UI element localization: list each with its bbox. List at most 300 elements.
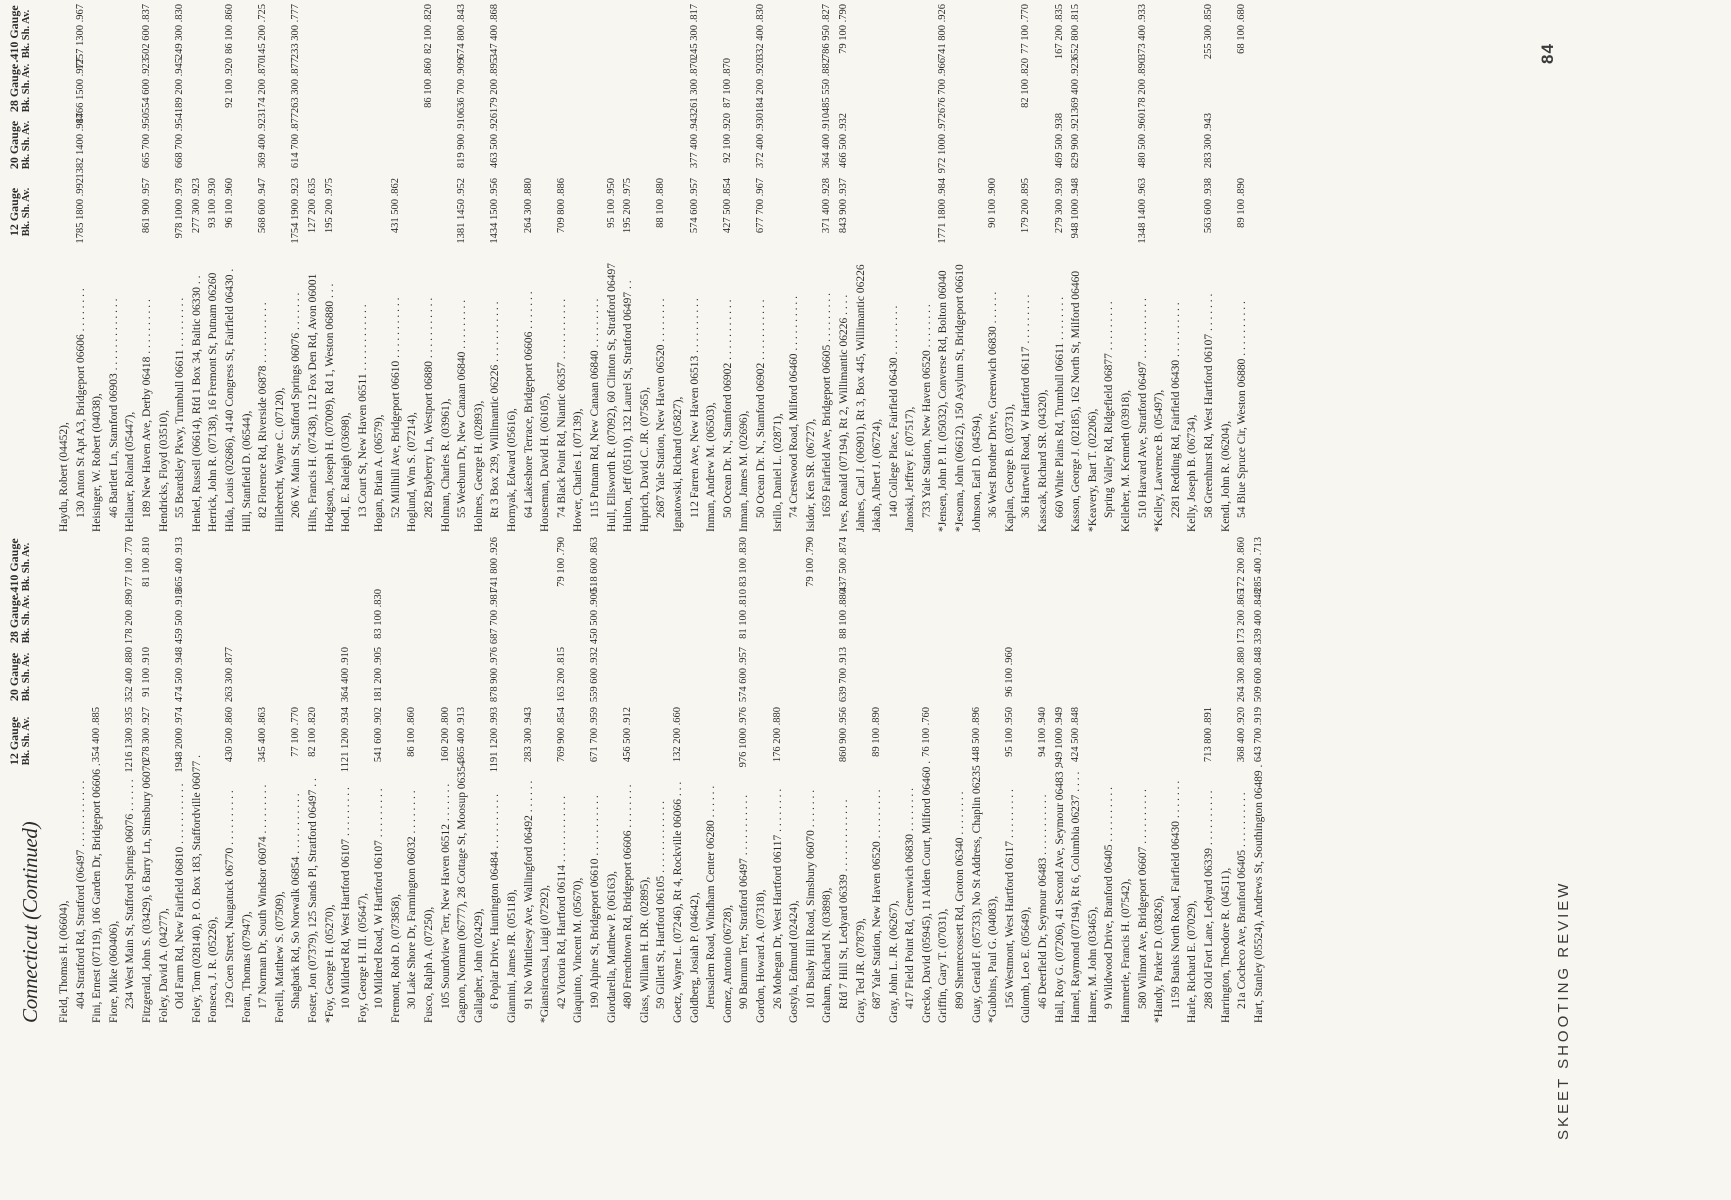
shooter-name: Houseman, David H. (06105),: [539, 392, 552, 532]
score-g12: 427 500 .854: [721, 178, 733, 234]
list-item: [404, 553, 421, 1023]
shooter-address: 90 Barnum Terr, Stratford 06497 . . . . . . . . . . .: [738, 794, 751, 1009]
score-g28: 174 200 .870: [257, 58, 269, 114]
shooter-name: Hendricks, Floyd (03510),: [157, 409, 170, 532]
score-g410: 741 800 .926: [937, 4, 949, 60]
shooter-address: 130 Anton St Apt A3, Bridgeport 06606 . . . . . . . .: [74, 288, 87, 518]
shooter-name: Griffin, Gary T. (07031),: [937, 908, 950, 1023]
score-g12: 949 1000 .949: [1053, 707, 1065, 768]
score-g20: 372 400 .930: [754, 113, 766, 169]
shooter-address: 1659 Fairfield Ave, Bridgeport 06605 . . . . . . . . .: [821, 293, 834, 518]
list-item: [288, 553, 305, 1023]
list-item: [1168, 553, 1185, 1023]
shooter-address: 580 Wilmot Ave, Bridgeport 06607 . . . . . . . . . .: [1136, 789, 1149, 1009]
score-g12: 563 600 .938: [1202, 178, 1214, 234]
list-item: [89, 553, 106, 1023]
list-item: [1251, 537, 1268, 1023]
list-item: [703, 22, 720, 532]
score-g20: 972 1000 .972: [937, 113, 949, 174]
list-item: [1018, 553, 1035, 1023]
shooter-name: Heisinger, W. Robert (04038),: [91, 393, 104, 532]
list-item: [139, 4, 156, 532]
shooter-name: Gagnon, Norman (06777), 28 Cottage St, Moosup 06354: [456, 760, 469, 1023]
score-g28: 82 100 .820: [1020, 58, 1032, 108]
score-g20: 480 500 .960: [1136, 113, 1148, 169]
list-item: [272, 553, 289, 1023]
score-g12: 769 900 .854: [555, 707, 567, 763]
shooter-name: *Kelley, Lawrence B. (05497),: [1153, 389, 1166, 532]
list-item: [1168, 22, 1185, 532]
shooter-name: Foster, Jon (07379), 125 Sands Pl, Stratford 06497 . .: [306, 778, 319, 1023]
score-g12: 195 200 .975: [323, 178, 335, 234]
score-g20: 92 100 .920: [721, 113, 733, 163]
shooter-address: 480 Frenchtown Rd, Bridgeport 06606 . . . . . . . .: [622, 784, 635, 1009]
gauge-410-title: .410 Gauge: [7, 538, 21, 596]
score-g12: 76 100 .760: [920, 707, 932, 757]
score-g12: 95 100 .950: [1003, 707, 1015, 757]
right-rows: [56, 4, 1251, 532]
shooter-name: Kelleher, M. Kenneth (03918),: [1120, 390, 1132, 532]
score-g410: 786 950 .827: [821, 4, 833, 60]
score-g12: 89 100 .890: [1236, 178, 1248, 228]
list-item: [1118, 553, 1135, 1023]
list-item: [73, 553, 90, 1023]
shooter-address: 21a Cocheco Ave, Branford 06405 . . . . . . . . . .: [1236, 792, 1249, 1009]
score-g12: 86 100 .860: [406, 707, 418, 757]
list-item: [554, 22, 571, 532]
shooter-address: 36 Hartwell Road, W Hartford 06117 . . . . . . . . .: [1020, 294, 1033, 518]
list-item: [487, 4, 504, 532]
list-item: [172, 537, 189, 1023]
shooter-name: Hodgson, Joseph H. (07009), Rd 1, Weston 06880 . . .: [323, 283, 336, 532]
list-item: [736, 537, 753, 1023]
score-g12: 424 500 .848: [1070, 707, 1082, 763]
score-g20: 668 700 .954: [174, 113, 186, 169]
shooter-address: 890 Shennecossett Rd, Groton 06340 . . . . . . . .: [954, 791, 967, 1009]
list-item: [156, 553, 173, 1023]
list-item: [106, 553, 123, 1023]
list-item: [1151, 22, 1168, 532]
score-g20: 181 200 .905: [373, 647, 385, 703]
left-rows: [56, 537, 1267, 1023]
shooter-name: Kasscak, Richard SR. (04320),: [1037, 389, 1050, 532]
shooter-address: 42 Victoria Rd, Hartford 06114 . . . . . . . . . . . .: [555, 796, 568, 1009]
score-g20: 469 500 .938: [1053, 113, 1065, 169]
shooter-address: 74 Black Point Rd, Niantic 06357 . . . . . . . . . . .: [555, 298, 568, 518]
shooter-name: Jahnes, Carl J. (06901), Rt 3, Box 445, Willimantic 06226: [854, 264, 867, 532]
list-item: [819, 4, 836, 532]
score-g20: 264 300 .880: [1236, 647, 1248, 703]
list-item: [438, 553, 455, 1023]
page-number: 84: [1538, 43, 1557, 64]
list-item: [570, 553, 587, 1023]
score-g410: 347 400 .868: [489, 4, 501, 60]
shooter-name: Hida, Louis (02686), 4140 Congress St, Fairfield 06430 .: [223, 268, 236, 532]
score-g12: 976 1000 .976: [738, 707, 750, 768]
score-g28: 261 300 .870: [688, 58, 700, 114]
shooter-name: Hamer, M. John (03465),: [1086, 906, 1099, 1023]
shooter-name: *Foy, George H. (05270),: [323, 904, 336, 1023]
score-g12: 127 200 .635: [306, 178, 318, 234]
right-column-header: [0, 5, 50, 532]
list-item: [1035, 22, 1052, 532]
score-g12: 574 600 .957: [688, 178, 700, 234]
score-g12: 1754 1900 .923: [290, 178, 302, 244]
shooter-name: Foran, Thomas (07947),: [240, 911, 253, 1023]
score-g12: 431 500 .862: [389, 178, 401, 234]
shooter-name: Hulton, Jeff (05110), 132 Laurel St, Stratford 06497 . .: [622, 280, 635, 532]
list-item: [836, 4, 853, 532]
shooter-address: 234 West Main St, Stafford Springs 06076 . . . . . .: [124, 779, 137, 1009]
list-item: [504, 553, 521, 1023]
score-g12: 1785 1800 .992: [74, 178, 86, 244]
shooter-name: Harle, Richard E. (07029),: [1186, 900, 1199, 1023]
shooter-address: 129 Coen Street, Naugatuck 06770 . . . . . . . . . .: [223, 790, 236, 1009]
score-g410: 741 800 .926: [489, 537, 501, 593]
shooter-address: 140 College Place, Fairfield 06430 . . . . . . . . .: [887, 305, 900, 518]
shooter-name: Glass, William H. DR. (02895),: [638, 876, 651, 1023]
shooter-name: Ignatowski, Richard (05827),: [671, 396, 684, 532]
score-g28: 87 100 .870: [721, 58, 733, 108]
list-item: [139, 537, 156, 1023]
list-item: [886, 553, 903, 1023]
shooter-name: *Jensen, John P. II. (05032), Converse Rd, Bolton 06040: [937, 270, 950, 532]
score-g12: 671 700 .959: [589, 707, 600, 763]
score-g12: 90 100 .900: [987, 178, 999, 228]
score-g12: 948 1000 .948: [1070, 178, 1082, 239]
list-item: [720, 553, 737, 1023]
shooter-name: Forelli, Matthew S. (07509),: [273, 891, 286, 1023]
magazine-footer: SKEET SHOOTING REVIEW: [1555, 880, 1572, 1140]
list-item: [1002, 553, 1019, 1023]
score-g12: 677 700 .967: [754, 178, 766, 234]
score-g12: 82 100 .820: [306, 707, 318, 757]
shooter-address: 55 Weeburn Dr, New Canaan 06840 . . . . . . . . .: [456, 299, 469, 518]
list-item: [1151, 553, 1168, 1023]
gauge-410-header: [8, 531, 33, 603]
shooter-name: Giordarella, Matthew P. (06163),: [605, 870, 618, 1023]
shooter-address: 733 Yale Station, New Haven 06520 . . . . . . . .: [920, 304, 933, 518]
shooter-address: 190 Alpine St, Bridgeport 06610 . . . . . . . . . . .: [589, 795, 601, 1009]
score-g28: 86 100 .860: [423, 58, 435, 108]
list-item: [322, 553, 339, 1023]
shooter-address: 91 No Whittlesey Ave, Wallingford 06492 . . . . . .: [522, 780, 535, 1009]
score-g12: 277 300 .923: [190, 178, 202, 234]
shooter-name: Kendi, John R. (06204),: [1219, 420, 1232, 532]
score-g28: 83 100 .830: [373, 589, 385, 639]
gauge-12-header-right: [8, 176, 33, 248]
score-g410: 82 100 .820: [423, 4, 435, 54]
list-item: [770, 553, 787, 1023]
score-g20: 665 700 .950: [140, 113, 152, 169]
list-item: [1052, 4, 1069, 532]
list-item: [255, 553, 272, 1023]
gauge-410-sub-right: Bk. Sh. Av.: [21, 9, 32, 59]
score-g12: 264 300 .880: [522, 178, 534, 234]
shooter-address: 52 Millhill Ave, Bridgeport 06610 . . . . . . . . . . .: [389, 297, 402, 518]
list-item: [122, 537, 139, 1023]
shooter-address: 30 Lake Shore Dr, Farmington 06032 . . . . . . . .: [406, 790, 419, 1009]
list-item: [338, 22, 355, 532]
score-g20: 574 600 .957: [738, 647, 750, 703]
list-item: [305, 553, 322, 1023]
score-g12: 456 500 .912: [622, 707, 634, 763]
list-item: [388, 553, 405, 1023]
shooter-name: Gostyla, Edmund (02424),: [788, 900, 801, 1023]
list-item: [786, 553, 803, 1023]
score-g20: 377 400 .943: [688, 113, 700, 169]
shooter-address: 17 Norman Dr, South Windsor 06074 . . . . . . . . .: [257, 784, 270, 1009]
shooter-address: 404 Stratford Rd, Stratford (06497 . . . . . . . . . . . .: [74, 780, 87, 1009]
shooter-name: Hellauer, Roland (05447),: [124, 411, 137, 532]
shooter-name: Hillebrecht, Wayne C. (07120),: [273, 387, 286, 532]
list-item: [1135, 4, 1152, 532]
list-item: [935, 4, 952, 532]
score-g410: 373 400 .933: [1136, 4, 1148, 60]
list-item: [836, 537, 853, 1023]
shooter-name: Gallagher, John (02429),: [472, 908, 485, 1023]
list-item: [587, 22, 604, 532]
gauge-12-title-right: 12 Gauge: [7, 187, 21, 237]
shooter-name: Foley, Tom (028140), P. O. Box 183, Staffordville 06077 .: [190, 755, 203, 1023]
score-g28: 687 700 .981: [489, 589, 501, 645]
score-g410: 285 400 .713: [1252, 537, 1264, 593]
score-g28: 1466 1500 .977: [74, 58, 86, 124]
list-item: [272, 22, 289, 532]
list-item: [687, 4, 704, 532]
shooter-name: Grecko, David (05945), 11 Alden Court, Milford 06460 .: [920, 760, 933, 1023]
score-g410: 79 100 .790: [837, 4, 849, 54]
list-item: [720, 22, 737, 532]
section-title: Connecticut (Continued): [18, 821, 42, 1023]
list-item: [687, 553, 704, 1023]
score-g20: 1382 1400 .987: [74, 113, 86, 179]
right-column: [0, 4, 1731, 532]
score-g12: 1121 1200 .934: [340, 707, 352, 773]
score-g410: 77 100 .770: [124, 537, 136, 587]
gauge-410-sub: Bk. Sh. Av.: [21, 542, 32, 592]
score-g20: 263 300 .877: [223, 647, 235, 703]
list-item: [886, 22, 903, 532]
list-item: [819, 553, 836, 1023]
shooter-name: Hull, Ellsworth R. (07092), 60 Clinton St, Stratford 06497: [605, 263, 618, 532]
shooter-name: Hart, Stanley (05524), Andrews St, Southington 06489 .: [1252, 764, 1265, 1023]
score-g410: 68 100 .680: [1236, 4, 1248, 54]
list-item: [985, 553, 1002, 1023]
shooter-address: 101 Bushy Hill Road, Simsbury 06070 . . . . . . .: [804, 789, 817, 1009]
list-item: [1068, 4, 1085, 532]
list-item: [902, 553, 919, 1023]
shooter-address: 9 Wildwood Drive, Branford 06405 . . . . . . . . . .: [1103, 787, 1116, 1009]
score-g12: 1948 2000 .974: [174, 707, 186, 773]
score-g28: 369 400 .923: [1070, 58, 1082, 114]
shooter-name: Kaplan, George B. (03731),: [1003, 403, 1016, 532]
gauge-12-title: 12 Gauge: [7, 716, 21, 766]
list-item: [106, 22, 123, 532]
list-item: [73, 4, 90, 532]
score-g12: 95 100 .950: [605, 178, 617, 228]
score-g28: 485 550 .882: [821, 58, 833, 114]
list-item: [421, 4, 438, 532]
score-g12: 96 100 .960: [223, 178, 235, 228]
score-g410: 245 300 .817: [688, 4, 700, 60]
score-g12: 709 800 .886: [555, 178, 567, 234]
shooter-name: Hoglund, Wm S. (07214),: [406, 412, 419, 532]
shooter-address: 50 Ocean Dr. N., Stamford 06902 . . . . . . . . . . .: [754, 299, 767, 518]
shooter-address: 112 Farren Ave, New Haven 06513 . . . . . . . . . .: [688, 298, 701, 518]
score-g12: 132 200 .660: [671, 707, 683, 763]
score-g410: 167 200 .835: [1053, 4, 1065, 60]
list-item: [371, 553, 388, 1023]
list-item: [853, 553, 870, 1023]
shooter-address: 55 Beardsley Pkwy, Trumbull 06611 . . . . . . . . .: [174, 297, 187, 518]
gauge-28-sub-right: Bk. Sh. Av.: [21, 63, 32, 113]
shooter-name: Gulomb, Leo E. (05649),: [1020, 906, 1033, 1023]
shooter-name: Holman, Charles R. (03961),: [439, 398, 452, 532]
list-item: [770, 22, 787, 532]
list-item: [570, 22, 587, 532]
list-item: [388, 22, 405, 532]
shooter-name: Fonseca, J. R. (05226),: [207, 916, 220, 1023]
list-item: [803, 537, 820, 1023]
score-g20: 614 700 .877: [290, 113, 302, 169]
gauge-12-sub: Bk. Sh. Av.: [21, 716, 32, 766]
list-item: [205, 553, 222, 1023]
gauge-410-header-right: [8, 0, 33, 70]
shooter-name: Isidor, Ken SR. (06727),: [804, 418, 817, 532]
score-g12: 448 500 .896: [970, 707, 982, 763]
shooter-address: 115 Putnam Rd, New Canaan 06840 . . . . . . . . .: [589, 298, 601, 518]
score-g410: 652 800 .815: [1070, 4, 1082, 60]
list-item: [1184, 553, 1201, 1023]
score-g410: 255 300 .850: [1202, 4, 1214, 60]
score-g12: 365 400 .913: [456, 707, 468, 763]
list-item: [56, 553, 73, 1023]
left-column: [0, 537, 1731, 1023]
score-g410: 365 400 .913: [174, 537, 186, 593]
score-g12: 89 100 .890: [871, 707, 883, 757]
score-g20: 463 500 .926: [489, 113, 501, 169]
list-item: [1101, 22, 1118, 532]
score-g12: 279 300 .930: [1053, 178, 1065, 234]
score-g12: 843 900 .937: [837, 178, 849, 234]
list-item: [371, 22, 388, 532]
gauge-20-sub-right: Bk. Sh. Av.: [21, 120, 32, 170]
shooter-name: Herrick, John R. (07138), 16 Fremont St, Putnam 06260: [207, 272, 220, 532]
shooter-name: Gordon, Howard A. (07318),: [754, 889, 767, 1023]
shooter-name: Inman, Andrew M. (06503),: [705, 402, 718, 532]
score-g28: 179 200 .895: [489, 58, 501, 114]
shooter-address: Rt 3 Box 239, Willimantic 06226 . . . . . . . . . . .: [489, 301, 502, 518]
gauge-20-title-right: 20 Gauge: [7, 120, 21, 170]
shooter-address: 36 West Brother Drive, Greenwich 06830 . . . . . .: [987, 291, 1000, 518]
list-item: [1218, 553, 1235, 1023]
score-g12: 77 100 .770: [290, 707, 302, 757]
score-g12: 1348 1400 .963: [1136, 178, 1148, 244]
score-g12: 1216 1300 .935: [124, 707, 136, 773]
list-item: [471, 22, 488, 532]
score-g12: 195 200 .975: [622, 178, 634, 234]
score-g410: 145 200 .725: [257, 4, 269, 60]
list-item: [935, 553, 952, 1023]
shooter-name: Hamel, Raymond (07194), Rt 6, Columbia 06237 . . . .: [1070, 771, 1083, 1023]
score-g20: 283 300 .943: [1202, 113, 1214, 169]
list-item: [1035, 553, 1052, 1023]
shooter-name: Janoski, Jeffrey F. (07517),: [904, 406, 917, 532]
shooter-name: *Giansiracusa, Luigi (07292),: [539, 885, 552, 1023]
score-g28: 263 300 .877: [290, 58, 302, 114]
shooter-name: Hogan, Brian A. (06579),: [373, 414, 386, 532]
score-g12: 283 300 .943: [522, 707, 534, 763]
score-g28: 81 100 .810: [738, 589, 750, 639]
list-item: [753, 553, 770, 1023]
score-g410: 518 600 .863: [589, 537, 600, 593]
score-g12: 179 200 .895: [1020, 178, 1032, 234]
list-item: [653, 22, 670, 532]
score-g410: 332 400 .830: [754, 4, 766, 60]
score-g12: 978 1000 .978: [174, 178, 186, 239]
score-g20: 364 400 .910: [821, 113, 833, 169]
score-g12: 861 900 .957: [140, 178, 152, 234]
list-item: [521, 22, 538, 532]
score-g28: 459 500 .918: [174, 589, 186, 645]
score-g28: 178 200 .890: [1136, 58, 1148, 114]
list-item: [1002, 22, 1019, 532]
list-item: [753, 4, 770, 532]
shooter-name: Fini, Ernest (07119), 106 Garden Dr, Bridgeport 06606 .: [91, 763, 104, 1023]
score-g20: 364 400 .910: [340, 647, 352, 703]
score-g28: 676 700 .966: [937, 58, 949, 114]
score-g28: 184 200 .920: [754, 58, 766, 114]
shooter-address: 189 New Haven Ave, Derby 06418 . . . . . . . . . .: [140, 299, 153, 518]
list-item: [355, 553, 372, 1023]
list-item: [255, 4, 272, 532]
shooter-address: Rfd 7 Hill St, Ledyard 06339 . . . . . . . . . . . . .: [837, 799, 850, 1009]
shooter-name: Ives, Ronald (07194), Rt 2, Willimantic 06226 . . . .: [837, 294, 850, 532]
score-g20: 509 600 .848: [1252, 647, 1264, 703]
score-g12: 643 700 .919: [1252, 707, 1264, 763]
list-item: [471, 553, 488, 1023]
list-item: [1018, 4, 1035, 532]
list-item: [1234, 537, 1251, 1023]
list-item: [637, 553, 654, 1023]
shooter-address: 26 Mohegan Dr, West Hartford 06117 . . . . . . . .: [771, 788, 784, 1009]
list-item: [653, 553, 670, 1023]
score-g12: 176 200 .880: [771, 707, 783, 763]
shooter-address: 2687 Yale Station, New Haven 06520 . . . . . . . .: [655, 298, 668, 518]
list-item: [869, 22, 886, 532]
score-g12: 860 900 .956: [837, 707, 849, 763]
shooter-name: Jakab, Albert J. (06724),: [871, 418, 884, 532]
list-item: [288, 4, 305, 532]
shooter-name: Goldberg, Josiah P. (04642),: [688, 892, 701, 1023]
shooter-address: Old Farm Rd, New Fairfield 06810 . . . . . . . . . . .: [174, 783, 187, 1009]
shooter-name: Hilts, Francis H. (07438), 112 Fox Den Rd, Avon 06001: [306, 273, 319, 532]
list-item: [952, 22, 969, 532]
list-item: [952, 553, 969, 1023]
shooter-name: Fitzgerald, John S. (03429), 6 Barry Ln, Simsbury 06070: [140, 759, 153, 1023]
shooter-name: Gray, Ted JR. (07879),: [854, 918, 867, 1023]
list-item: [172, 4, 189, 532]
shooter-name: Goetz, Wayne L. (07246), Rt 4, Rockville 06066 . . .: [671, 781, 684, 1023]
list-item: [504, 22, 521, 532]
shooter-name: Hall, Roy G. (07206), 41 Second Ave, Seymour 06483 .: [1053, 765, 1066, 1023]
list-item: [454, 4, 471, 532]
shooter-address: 687 Yale Station, New Haven 06520 . . . . . . . . .: [871, 789, 884, 1009]
score-g28: 554 600 .923: [140, 58, 152, 114]
shooter-name: Gomez, Antonio (06728),: [721, 904, 734, 1023]
score-g20: 819 900 .910: [456, 113, 468, 169]
